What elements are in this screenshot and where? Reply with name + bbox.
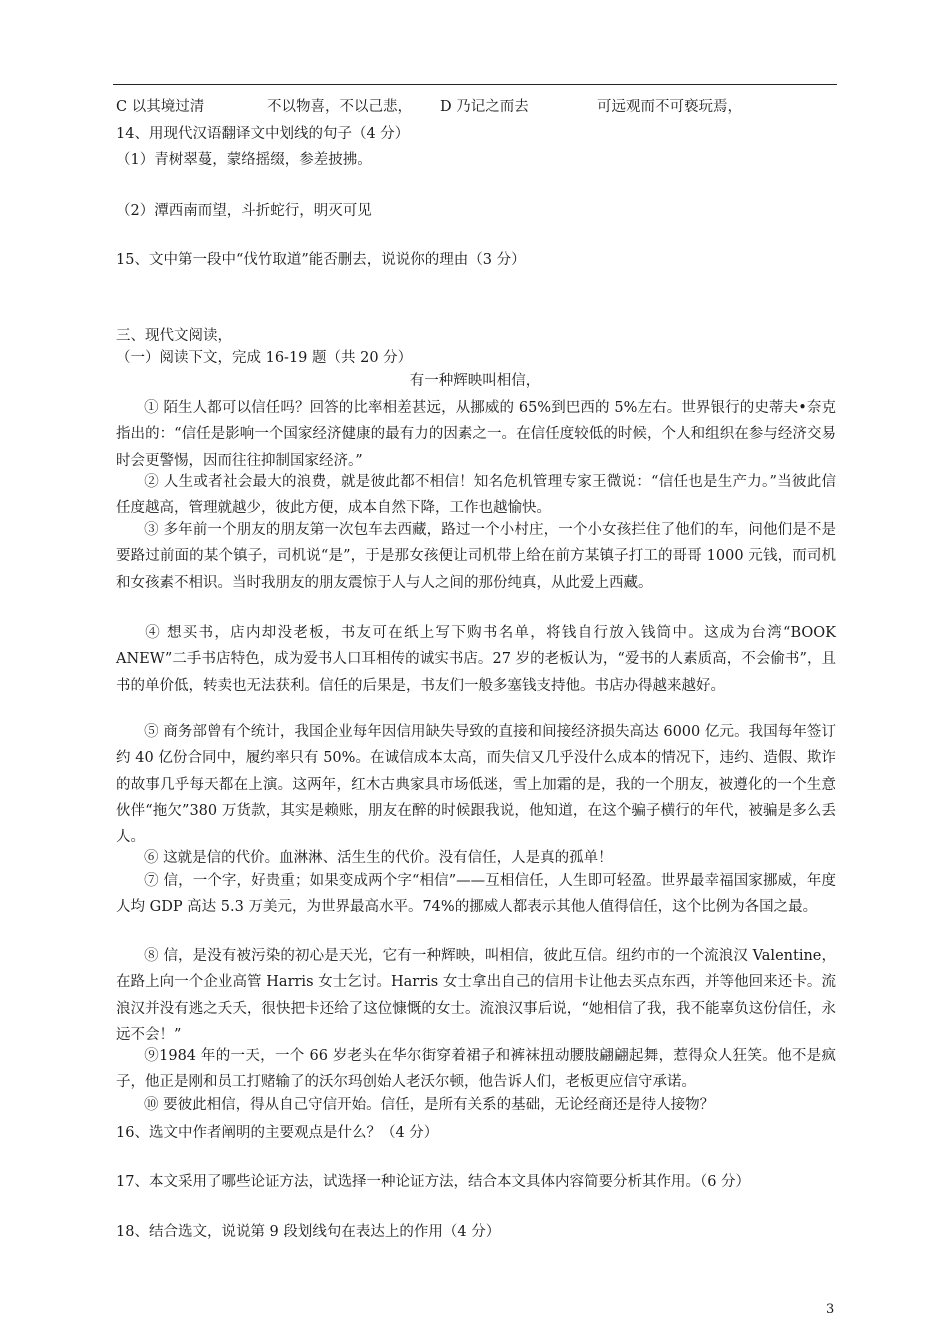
article-paragraph-6: ⑥ 这就是信的代价。血淋淋、活生生的代价。没有信任，人是真的孤单！	[144, 850, 613, 866]
option-d-label: D 乃记之而去	[440, 99, 529, 115]
article-paragraph-7: ⑦ 信，一个字，好贵重；如果变成两个字“相信”——互相信任，人生即可轻盈。世界最幸福国家挪威，年度人均 GDP 高达 5.3 万美元，为世界最高水平。74%的挪威人都表示其他人值得信任，这个比例为各国之最。	[116, 873, 836, 916]
q15-prompt: 15、文中第一段中“伐竹取道”能否删去，说说你的理由（3 分）	[116, 252, 526, 268]
article-paragraph-8: ⑧ 信，是没有被污染的初心是天光，它有一种辉映，叫相信，彼此互信。纽约市的一个流浪汉 Valentine，在路上向一个企业高管 Harris 女士乞讨。Harris 女士拿出自己的信用卡让他去买点东西，并等他回来还卡。流浪汉并没有逃之夭夭，很快把卡还给了这位慷慨的女士。流浪汉事后说，“她相信了我，我不能辜负这份信任，永远不会！”	[116, 948, 836, 1043]
article-paragraph-10: ⑩ 要彼此相信，得从自己守信开始。信任，是所有关系的基础，无论经商还是待人接物？	[144, 1097, 715, 1113]
q17-prompt: 17、本文采用了哪些论证方法，试选择一种论证方法，结合本文具体内容简要分析其作用。（6 分）	[116, 1174, 751, 1190]
option-c-pair: 不以物喜，不以己悲，	[267, 99, 412, 115]
q14-prompt: 14、用现代汉语翻译文中划线的句子（4 分）	[116, 126, 410, 142]
q18-prompt: 18、结合选文，说说第 9 段划线句在表达上的作用（4 分）	[116, 1224, 501, 1240]
article-title: 有一种辉映叫相信，	[409, 373, 541, 389]
q16-prompt: 16、选文中作者阐明的主要观点是什么？（4 分）	[116, 1125, 439, 1141]
section-subheading: （一）阅读下文，完成 16-19 题（共 20 分）	[116, 350, 413, 366]
article-paragraph-1: ① 陌生人都可以信任吗？回答的比率相差甚远，从挪威的 65%到巴西的 5%左右。世界银行的史蒂夫•奈克指出的：“信任是影响一个国家经济健康的最有力的因素之一。在信任度较低的时候，个人和组织在参与经济交易时会更警惕，因而往往抑制国家经济。”	[116, 400, 836, 469]
section-heading: 三、现代文阅读，	[116, 328, 232, 344]
option-c-label: C 以其境过清	[116, 99, 205, 115]
article-paragraph-4: ④ 想买书，店内却没老板，书友可在纸上写下购书名单，将钱自行放入钱筒中。这成为台湾“BOOK ANEW”二手书店特色，成为爱书人口耳相传的诚实书店。27 岁的老板认为，“爱书的人素质高，不会偷书”，且书的单价低，转卖也无法获利。信任的后果是，书友们一般多塞钱支持他。书店办得越来越好。	[116, 625, 836, 694]
article-paragraph-5: ⑤ 商务部曾有个统计，我国企业每年因信用缺失导致的直接和间接经济损失高达 6000 亿元。我国每年签订约 40 亿份合同中，履约率只有 50%。在诚信成本太高，而失信又几乎没什么成本的情况下，违约、造假、欺诈的故事几乎每天都在上演。这两年，红木古典家具市场低迷，雪上加霜的是，我的一个朋友，被遵化的一个生意伙伴“拖欠”380 万货款，其实是赖账，朋友在醉的时候跟我说，他知道，在这个骗子横行的年代，被骗是多么丢人。	[116, 724, 836, 846]
page-number: 3	[826, 1302, 835, 1317]
article-paragraph-3: ③ 多年前一个朋友的朋友第一次包车去西藏，路过一个小村庄，一个小女孩拦住了他们的车，问他们是不是要路过前面的某个镇子，司机说“是”，于是那女孩便让司机带上给在前方某镇子打工的哥哥 1000 元钱，而司机和女孩素不相识。当时我朋友的朋友震惊于人与人之间的那份纯真，从此爱上西藏。	[116, 522, 836, 591]
article-paragraph-9: ⑨1984 年的一天，一个 66 岁老头在华尔街穿着裙子和裤袜扭动腰肢翩翩起舞，惹得众人狂笑。他不是疯子，他正是刚和员工打赌输了的沃尔玛创始人老沃尔顿，他告诉人们，老板更应信守承诺。	[116, 1048, 836, 1091]
q14-item-1: （1）青树翠蔓，蒙络摇缀，参差披拂。	[116, 152, 372, 168]
option-d-pair: 可远观而不可亵玩焉，	[597, 99, 742, 115]
article-paragraph-2: ② 人生或者社会最大的浪费，就是彼此都不相信！知名危机管理专家王微说：“信任也是生产力。”当彼此信任度越高，管理就越少，彼此方便，成本自然下降，工作也越愉快。	[116, 474, 836, 517]
header-rule	[113, 84, 837, 85]
q13-options	[116, 97, 836, 117]
q14-item-2: （2）潭西南而望，斗折蛇行，明灭可见	[116, 203, 372, 219]
